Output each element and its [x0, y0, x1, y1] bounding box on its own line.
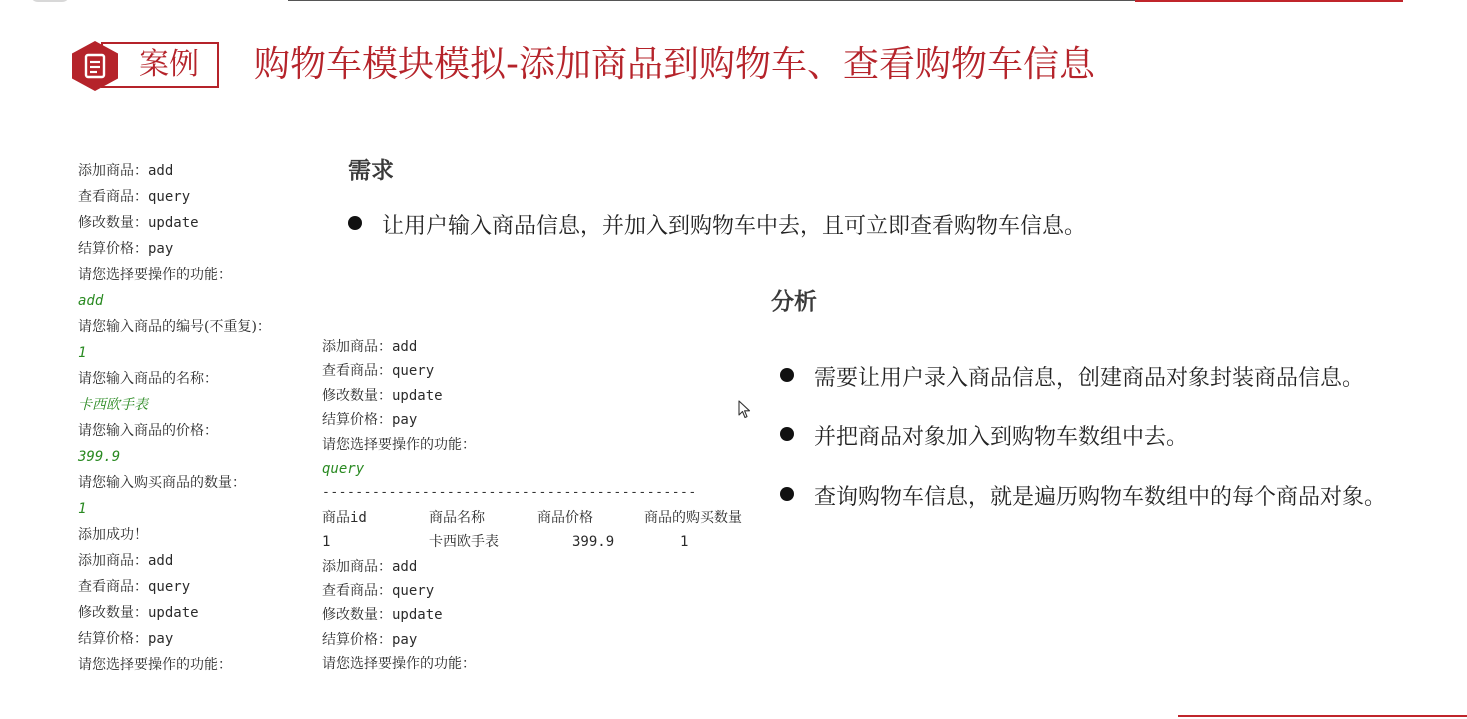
badge-label: 案例 — [139, 47, 199, 82]
menu-label: 添加商品： — [78, 553, 148, 569]
console-input: query — [322, 460, 365, 477]
console-text-line: 请您输入购买商品的数量： — [78, 475, 246, 491]
menu-command: add — [392, 558, 418, 575]
cell-quantity: 1 — [680, 534, 689, 551]
menu-label: 结算价格： — [322, 412, 392, 429]
console-menu-line — [78, 600, 271, 626]
menu-command: update — [148, 215, 199, 231]
console-menu-line — [322, 555, 697, 579]
bullet-icon — [780, 368, 794, 382]
header-id: 商品id — [322, 509, 367, 526]
menu-label: 查看商品： — [322, 582, 392, 599]
console-menu-line — [78, 574, 271, 600]
menu-command: query — [392, 582, 435, 599]
console-text-line: 请您输入商品的编号(不重复)： — [78, 319, 271, 335]
console-menu-line — [322, 408, 697, 432]
analysis-heading: 分析 — [771, 289, 817, 315]
top-accent-bar — [1135, 0, 1403, 2]
header-price: 商品价格 — [537, 509, 593, 526]
requirement-text: 让用户输入商品信息，并加入到购物车中去，且可立即查看购物车信息。 — [382, 214, 1087, 239]
analysis-item — [780, 423, 1188, 453]
menu-label: 结算价格： — [78, 241, 148, 257]
document-icon — [69, 40, 121, 92]
console-text-line: 请您选择要操作的功能： — [78, 657, 232, 673]
page-title: 购物车模块模拟-添加商品到购物车、查看购物车信息 — [254, 44, 1095, 85]
analysis-item — [780, 364, 1364, 394]
bullet-icon — [780, 487, 794, 501]
console-text-line: 添加成功！ — [78, 527, 148, 543]
console-user-input: 399.9 — [78, 449, 121, 465]
console-menu-line — [322, 335, 697, 359]
menu-command: pay — [148, 241, 174, 257]
menu-label: 添加商品： — [322, 339, 392, 355]
menu-command: pay — [392, 412, 418, 429]
console-menu-line — [78, 548, 271, 574]
console-user-input: add — [78, 293, 104, 309]
console-menu-line — [78, 210, 271, 236]
menu-command: query — [392, 363, 435, 380]
menu-command: add — [148, 163, 174, 179]
console-text-line: 请您输入商品的名称： — [78, 371, 218, 387]
console-separator: --------------------------------------------- — [322, 485, 697, 501]
console-text-line: 请您选择要操作的功能： — [78, 267, 232, 283]
menu-command: pay — [148, 631, 174, 647]
cell-price: 399.9 — [572, 534, 615, 551]
menu-command: update — [392, 607, 443, 624]
menu-label: 添加商品： — [322, 558, 392, 575]
menu-command: add — [148, 553, 174, 569]
console-menu-line — [78, 236, 271, 262]
menu-label: 结算价格： — [322, 631, 392, 648]
menu-label: 查看商品： — [78, 579, 148, 595]
console-text-line: 请您输入商品的价格： — [78, 423, 218, 439]
cart-table-header — [322, 506, 742, 530]
menu-label: 查看商品： — [322, 363, 392, 380]
console-menu-line — [322, 603, 697, 627]
console-menu-line — [322, 384, 697, 408]
console-output-query — [322, 335, 742, 676]
console-prompt: 请您选择要操作的功能： — [322, 436, 476, 453]
menu-command: query — [148, 579, 191, 595]
menu-label: 修改数量： — [322, 387, 392, 404]
requirement-item — [348, 212, 1086, 242]
header-quantity: 商品的购买数量 — [644, 509, 742, 526]
console-menu-line — [78, 626, 271, 652]
case-badge — [69, 40, 221, 92]
bottom-accent-bar — [1178, 715, 1467, 717]
console-menu-line — [78, 158, 271, 184]
console-user-input: 1 — [78, 501, 87, 517]
cart-table-row — [322, 530, 697, 554]
console-user-input: 卡西欧手表 — [78, 397, 148, 413]
corner-decoration — [30, 0, 70, 2]
analysis-item — [780, 483, 1386, 513]
mouse-cursor-icon — [738, 400, 752, 420]
console-menu-line — [78, 184, 271, 210]
bullet-icon — [348, 216, 362, 230]
menu-label: 查看商品： — [78, 189, 148, 205]
console-menu-line — [322, 579, 697, 603]
analysis-text: 查询购物车信息，就是遍历购物车数组中的每个商品对象。 — [814, 485, 1387, 510]
cell-id: 1 — [322, 534, 331, 551]
menu-label: 修改数量： — [78, 215, 148, 231]
menu-label: 修改数量： — [78, 605, 148, 621]
analysis-text: 并把商品对象加入到购物车数组中去。 — [814, 425, 1189, 450]
menu-label: 添加商品： — [78, 163, 148, 179]
menu-command: add — [392, 339, 418, 355]
menu-command: query — [148, 189, 191, 205]
requirement-heading: 需求 — [348, 158, 394, 184]
header-name: 商品名称 — [429, 509, 485, 526]
cell-name: 卡西欧手表 — [429, 534, 499, 551]
menu-label: 结算价格： — [78, 631, 148, 647]
console-user-input: 1 — [78, 345, 87, 361]
console-output-add — [78, 158, 271, 678]
menu-label: 修改数量： — [322, 607, 392, 624]
console-menu-line — [322, 628, 697, 652]
console-menu-line — [322, 359, 697, 383]
console-prompt-bottom: 请您选择要操作的功能： — [322, 656, 476, 673]
menu-command: update — [148, 605, 199, 621]
analysis-text: 需要让用户录入商品信息，创建商品对象封装商品信息。 — [814, 366, 1365, 391]
menu-command: update — [392, 387, 443, 404]
bullet-icon — [780, 427, 794, 441]
menu-command: pay — [392, 631, 418, 648]
